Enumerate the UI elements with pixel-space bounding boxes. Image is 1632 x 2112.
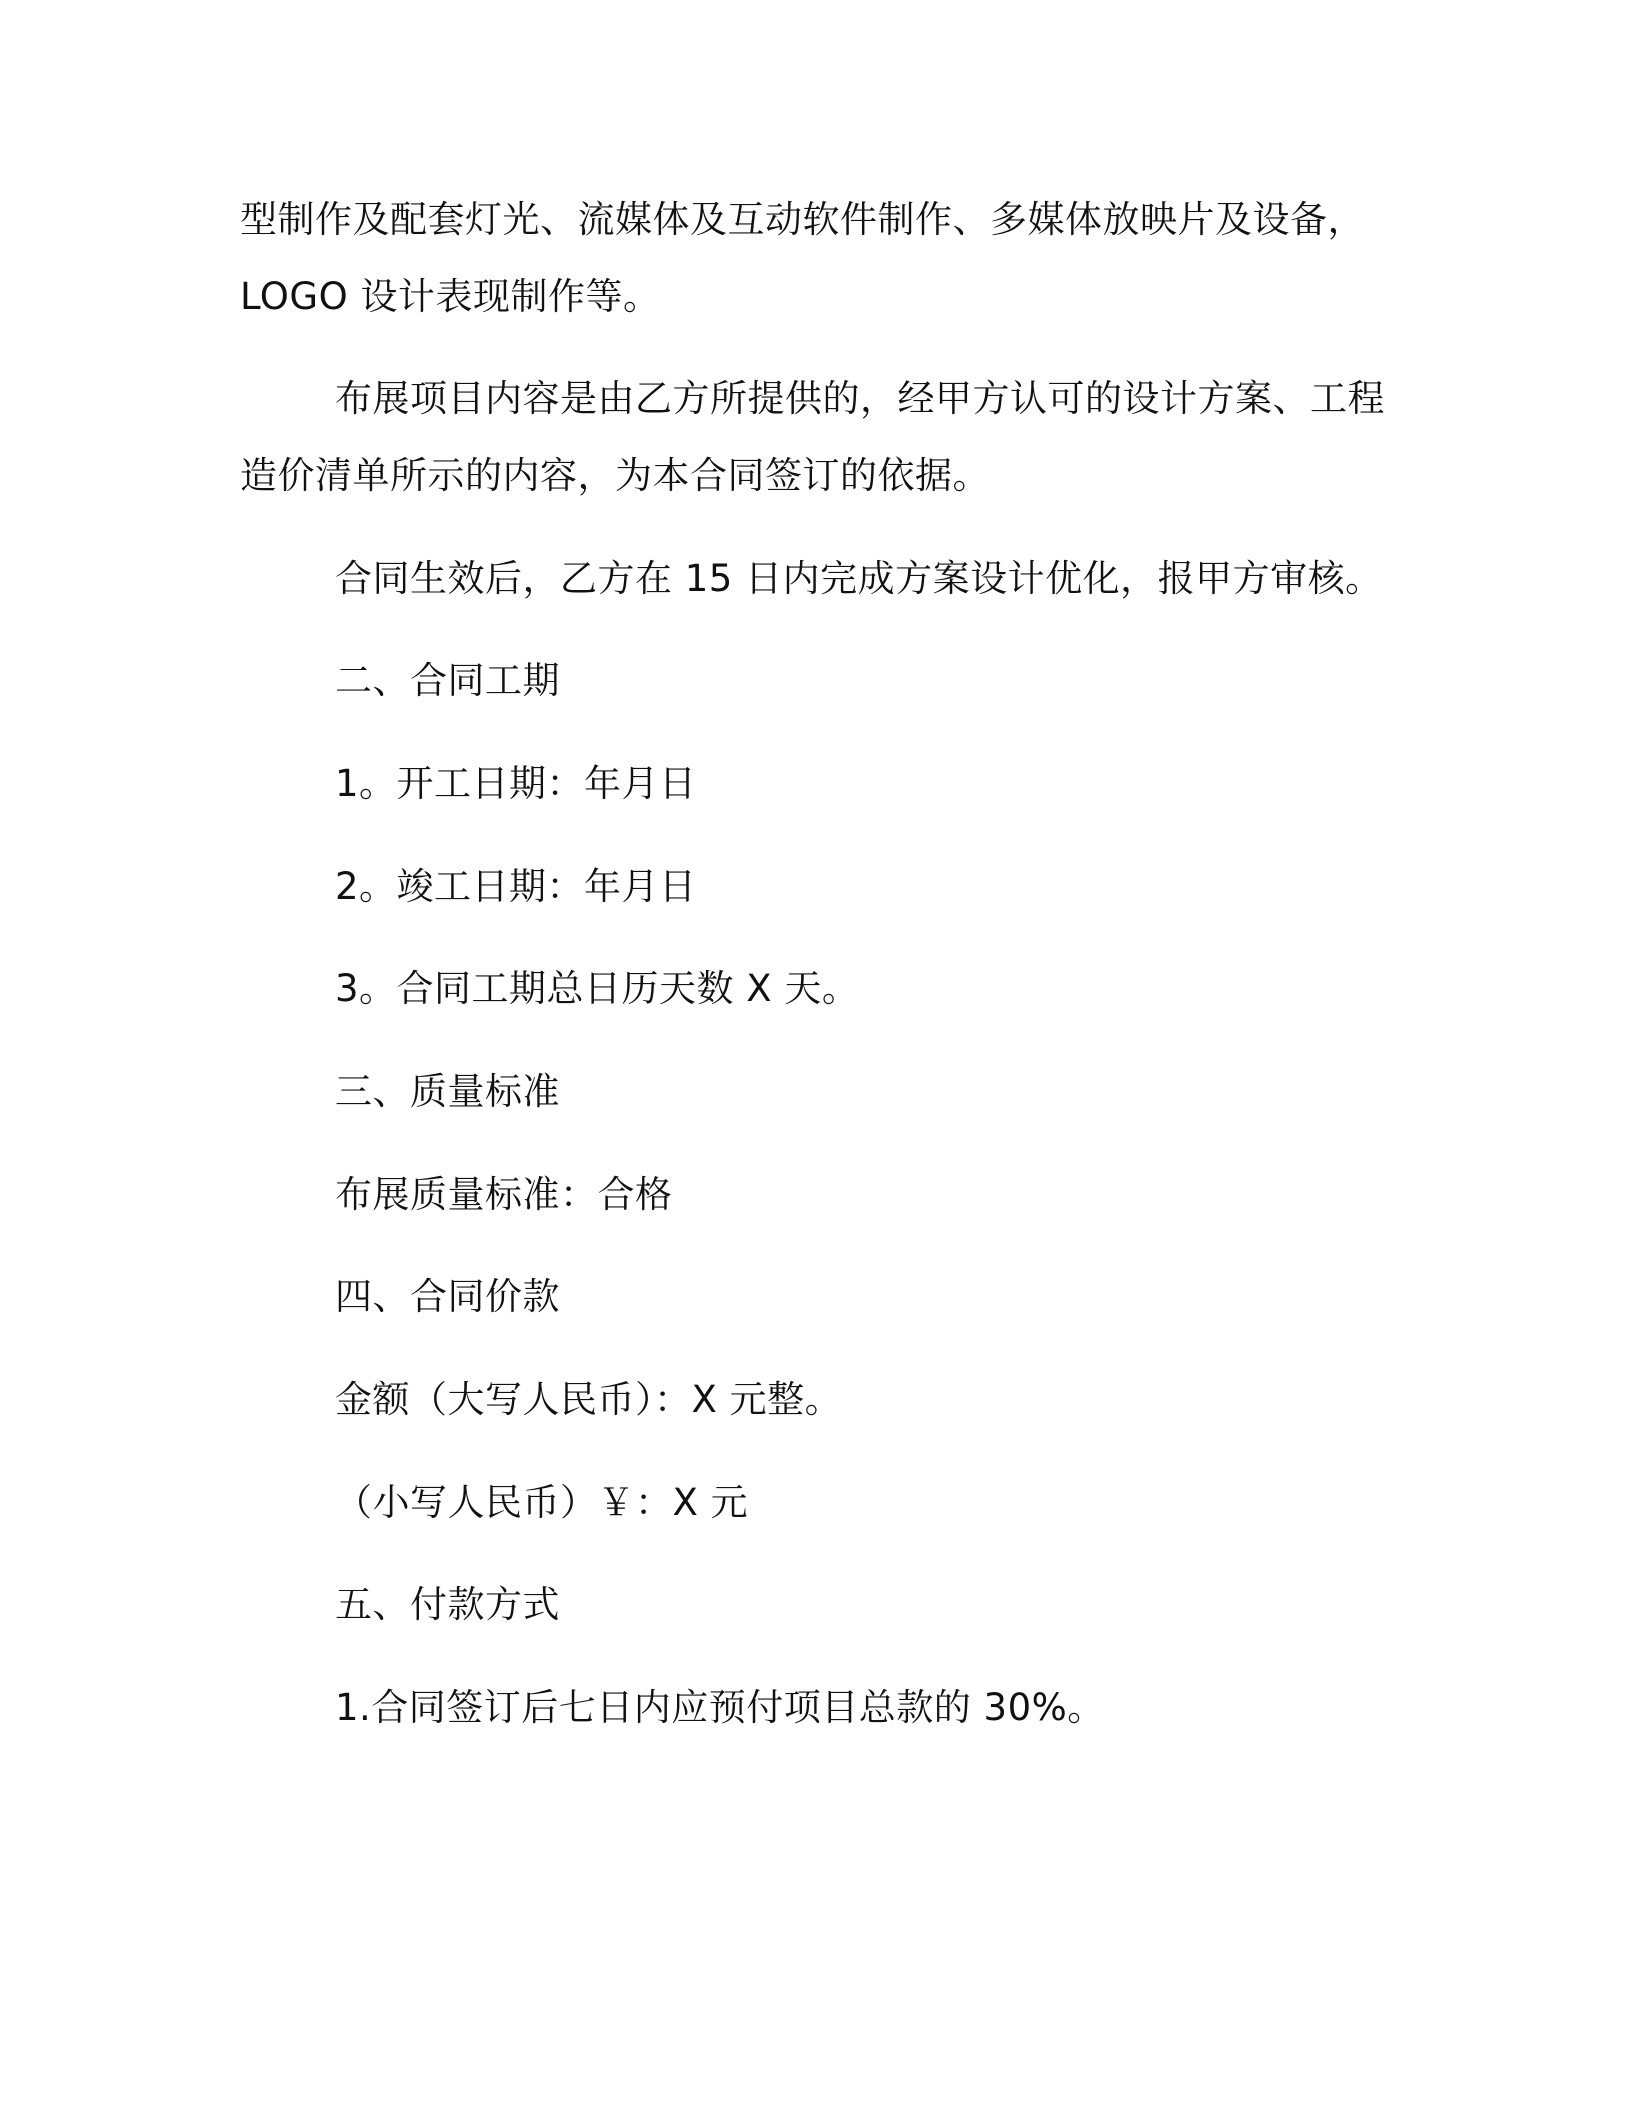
payment-item-1: 1.合同签订后七日内应预付项目总款的 30%。 xyxy=(335,1686,1105,1729)
section-heading-quality: 三、质量标准 xyxy=(335,1070,560,1113)
section-heading-duration: 二、合同工期 xyxy=(335,659,560,702)
section-heading-payment: 五、付款方式 xyxy=(335,1583,560,1626)
design-optimization-line: 合同生效后，乙方在 15 日内完成方案设计优化，报甲方审核。 xyxy=(335,557,1383,600)
exhibition-content-line-2: 造价清单所示的内容，为本合同签订的依据。 xyxy=(240,454,990,497)
amount-lowercase-line: （小写人民币）￥：X 元 xyxy=(335,1481,749,1524)
exhibition-content-line-1: 布展项目内容是由乙方所提供的，经甲方认可的设计方案、工程 xyxy=(335,377,1385,420)
scope-continuation-line: 型制作及配套灯光、流媒体及互动软件制作、多媒体放映片及设备， xyxy=(240,198,1365,241)
start-date-item: 1。开工日期：年月日 xyxy=(335,762,697,805)
section-heading-price: 四、合同价款 xyxy=(335,1275,560,1318)
completion-date-item: 2。竣工日期：年月日 xyxy=(335,865,697,908)
amount-uppercase-line: 金额（大写人民币）：X 元整。 xyxy=(335,1378,843,1421)
total-days-item: 3。合同工期总日历天数 X 天。 xyxy=(335,967,860,1010)
quality-standard-line: 布展质量标准：合格 xyxy=(335,1173,673,1216)
scope-logo-line: LOGO 设计表现制作等。 xyxy=(240,275,661,318)
